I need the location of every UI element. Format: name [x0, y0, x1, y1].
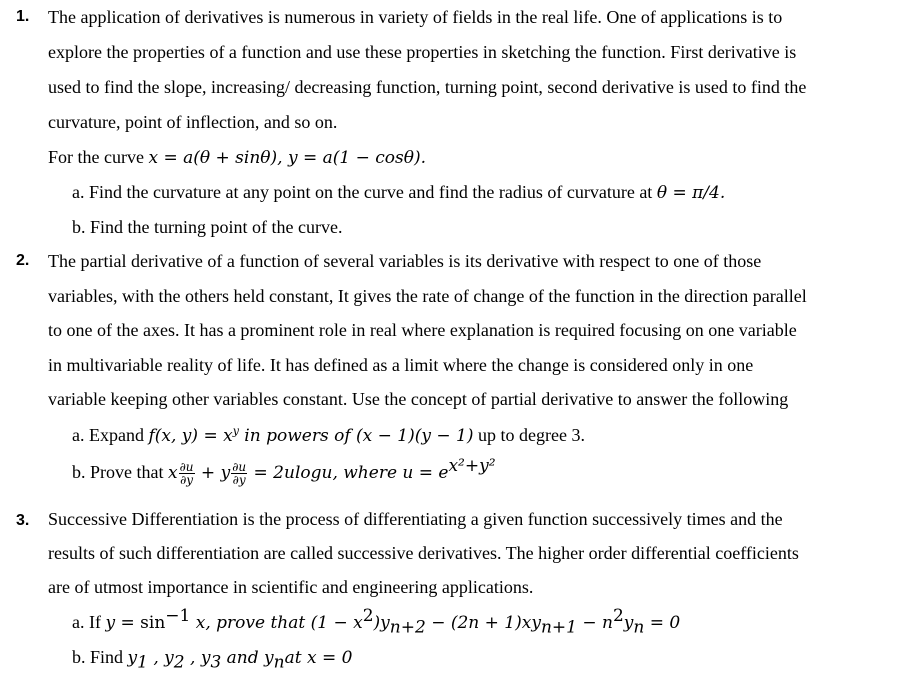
math-text: , y: [184, 648, 211, 668]
paragraph-line: Successive Differentiation is the process of differentiating a given function successively times and the: [48, 509, 783, 529]
part-text: If: [89, 612, 106, 632]
partial-fraction: [231, 461, 247, 486]
function-def: [148, 426, 473, 446]
paragraph-line: explore the properties of a function and use these properties in sketching the function. First derivative is: [48, 42, 797, 62]
fraction-numerator: ∂u: [179, 460, 194, 475]
subscript: n: [633, 617, 645, 638]
part-label: b.: [72, 647, 86, 667]
paragraph-line: results of such differentiation are called successive derivatives. The higher order differential coefficients: [48, 543, 799, 563]
question-number: 2.: [16, 252, 30, 269]
question-number: 1.: [16, 8, 30, 25]
exponent: 2: [362, 606, 374, 626]
subscript: 1: [137, 652, 148, 673]
curve-definition: [48, 146, 426, 169]
paragraph-line: The partial derivative of a function of several variables is its derivative with respect to one of those: [48, 251, 762, 271]
math-text: − (2n + 1)xy: [425, 613, 541, 633]
part-b: [72, 646, 353, 673]
subscript: 3: [210, 652, 222, 673]
paragraph-line: used to find the slope, increasing/ decreasing function, turning point, second derivative is used to find the: [48, 77, 807, 97]
paragraph-line: variable keeping other variables constant. Use the concept of partial derivative to answer the following: [48, 389, 789, 409]
paragraph-line: in multivariable reality of life. It has defined as a limit where the change is considered only in one: [48, 355, 754, 375]
part-label: b.: [72, 217, 86, 237]
question-number: 3.: [16, 512, 30, 529]
paragraph-line: curvature, point of inflection, and so on.: [48, 112, 338, 132]
math-text: )y: [373, 613, 390, 633]
part-label: b.: [72, 462, 86, 482]
paragraph-line: variables, with the others held constant, It gives the rate of change of the function in the direction parallel: [48, 286, 807, 306]
math-text: f(x, y) = x: [148, 426, 233, 446]
subscript: n+2: [389, 617, 426, 638]
exponent: 2: [612, 606, 624, 626]
math-y: y: [127, 648, 138, 668]
partial-fraction: [179, 461, 195, 486]
math-sin: sin: [140, 613, 166, 633]
subscript: 2: [173, 652, 185, 673]
part-a: [72, 606, 681, 638]
part-text: Expand: [89, 425, 149, 445]
paragraph-line: The application of derivatives is numerous in variety of fields in the real life. One of applications is to: [48, 7, 783, 27]
math-text: = 0: [644, 613, 681, 633]
math-plus-y: + y: [195, 463, 231, 483]
exponent: y: [232, 424, 239, 438]
part-text: Find: [90, 647, 128, 667]
part-a: [72, 424, 585, 447]
math-text: , y: [147, 648, 174, 668]
part-label: a.: [72, 182, 85, 202]
fraction-numerator: ∂u: [232, 460, 247, 475]
part-b: [72, 216, 342, 238]
part-text: Find the curvature at any point on the curve and find the radius of curvature at: [89, 182, 657, 202]
math-rest: = 2ulogu, where u = e: [248, 463, 449, 483]
math-y: y =: [105, 613, 141, 633]
math-text: y: [623, 613, 634, 633]
exponent: −1: [165, 606, 191, 626]
math-text: in powers of (x − 1)(y − 1): [238, 426, 474, 446]
curve-equation: x = a(θ + sinθ), y = a(1 − cosθ).: [148, 148, 426, 168]
part-text: Prove that: [90, 462, 168, 482]
math-text: x, prove that (1 − x: [190, 613, 363, 633]
math-x: x: [168, 463, 178, 483]
subscript: n: [273, 652, 285, 673]
part-b: [72, 456, 496, 488]
exponent: x²+y²: [448, 456, 496, 476]
fraction-denominator: ∂y: [232, 473, 246, 488]
math-text: at x = 0: [284, 648, 353, 668]
part-label: a.: [72, 612, 85, 632]
part-text: up to degree 3.: [473, 425, 585, 445]
part-text: Find the turning point of the curve.: [90, 217, 343, 237]
curve-prefix: For the curve: [48, 147, 149, 167]
paragraph-line: are of utmost importance in scientific and engineering applications.: [48, 577, 534, 597]
math-text: − n: [576, 613, 613, 633]
part-a: [72, 181, 725, 204]
paragraph-line: to one of the axes. It has a prominent role in real where explanation is required focusing on one variable: [48, 320, 797, 340]
part-label: a.: [72, 425, 85, 445]
math-text: and y: [221, 648, 274, 668]
fraction-denominator: ∂y: [180, 473, 194, 488]
part-math: θ = π/4.: [656, 183, 726, 203]
subscript: n+1: [540, 617, 577, 638]
